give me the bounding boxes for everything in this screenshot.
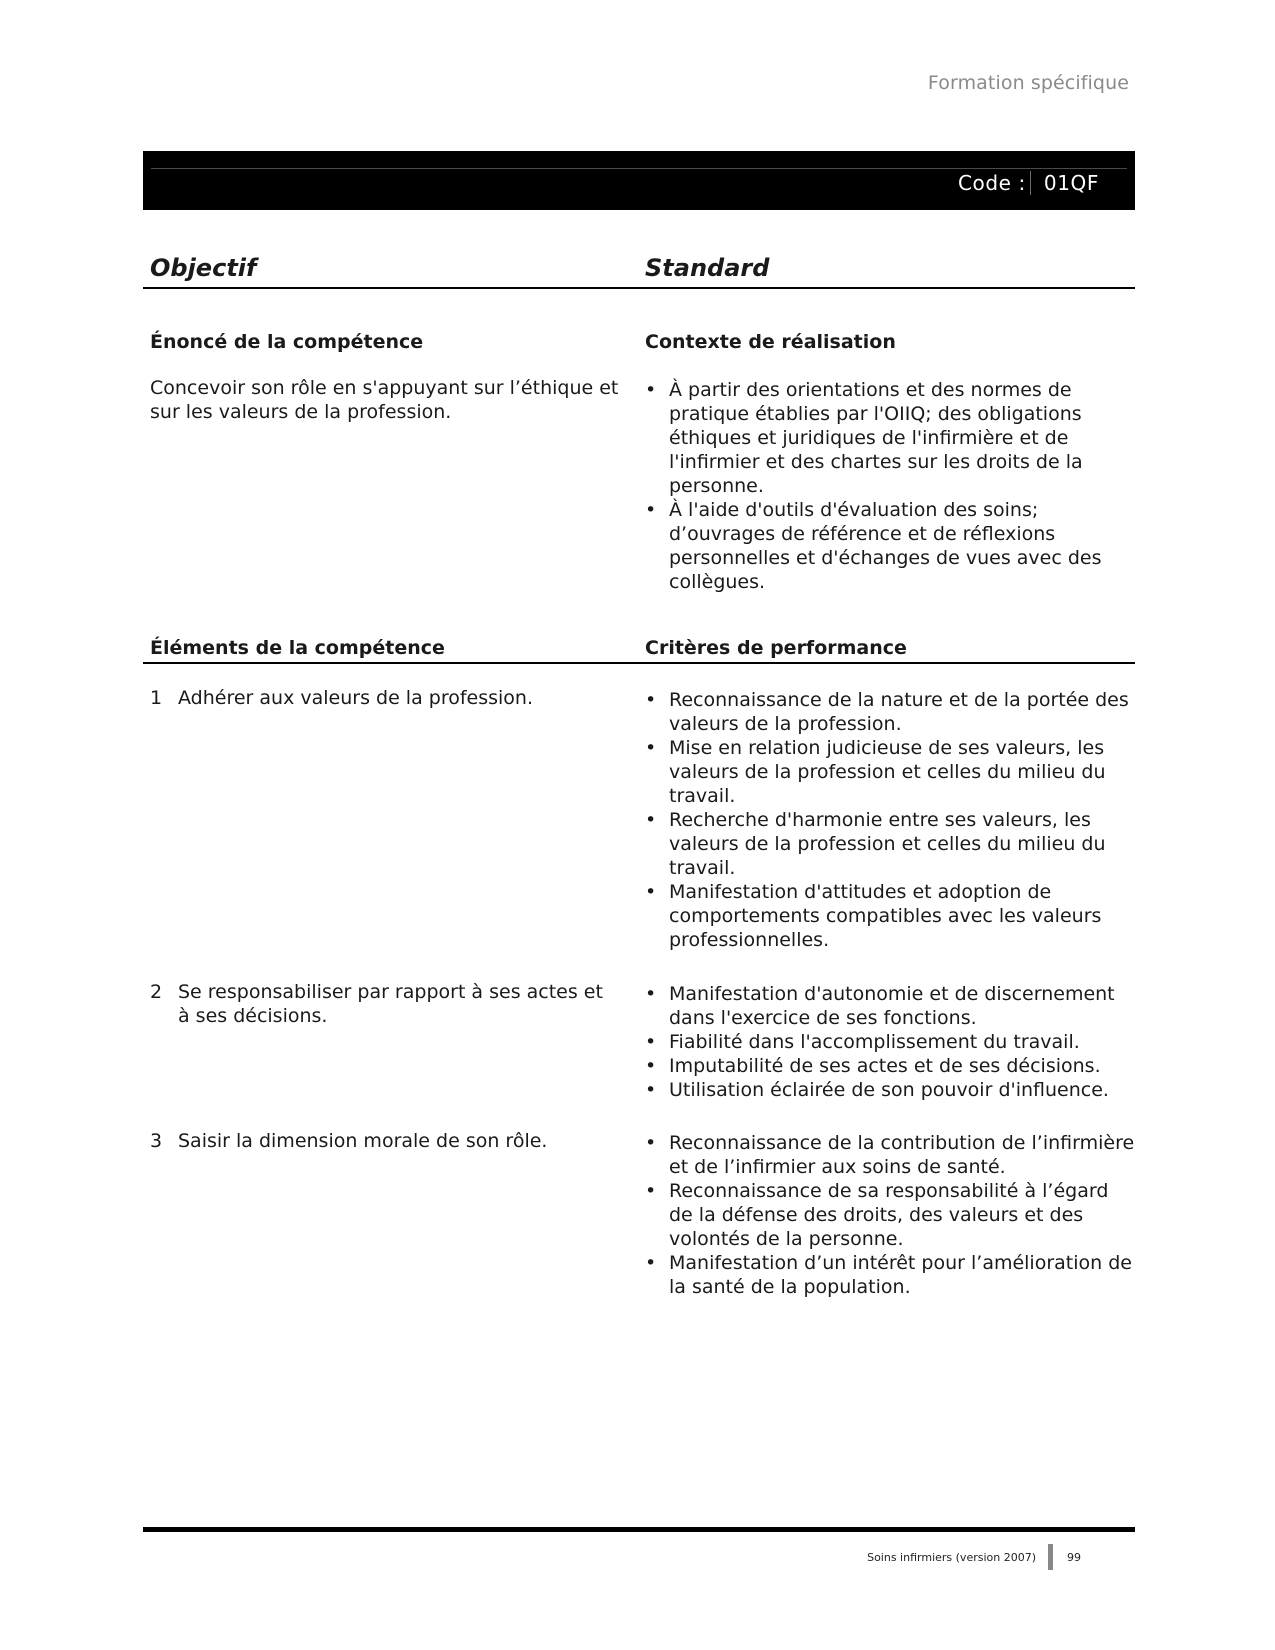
list-item: • Reconnaissance de sa responsabilité à l’égard de la défense des droits, des valeurs et des volontés de la personne. (645, 1179, 1135, 1251)
code-separator (1030, 171, 1031, 195)
criteres-title: Critères de performance (645, 637, 907, 659)
criteres-list-3 (645, 1131, 1135, 1299)
element-text: Saisir la dimension morale de son rôle. (178, 1130, 548, 1152)
code-label: Code : (957, 171, 1026, 195)
elements-title: Éléments de la compétence (150, 637, 445, 659)
criteres-list-1 (645, 688, 1135, 952)
list-item: • Recherche d'harmonie entre ses valeurs, les valeurs de la profession et celles du milieu du travail. (645, 808, 1135, 880)
enonce-text: Concevoir son rôle en s'appuyant sur l’éthique et sur les valeurs de la profession. (150, 377, 619, 423)
list-item: • Manifestation d’un intérêt pour l’amélioration de la santé de la population. (645, 1251, 1135, 1299)
heading-rule (143, 287, 1135, 289)
list-item: • Fiabilité dans l'accomplissement du travail. (645, 1030, 1135, 1054)
list-item: • Manifestation d'attitudes et adoption de comportements compatibles avec les valeurs professionnelles. (645, 880, 1135, 952)
course-code (958, 171, 1099, 195)
list-item: • À l'aide d'outils d'évaluation des soins; d’ouvrages de référence et de réflexions personnelles et d'échanges de vues avec des collègues. (645, 498, 1135, 594)
running-head: Formation spécifique (927, 72, 1129, 94)
section-rule (143, 662, 1135, 664)
element-text: Se responsabiliser par rapport à ses actes et à ses décisions. (178, 981, 603, 1027)
list-item: • Utilisation éclairée de son pouvoir d'influence. (645, 1078, 1135, 1102)
list-item: • Mise en relation judicieuse de ses valeurs, les valeurs de la profession et celles du milieu du travail. (645, 736, 1135, 808)
list-item: • À partir des orientations et des normes de pratique établies par l'OIIQ; des obligations éthiques et juridiques de l'infirmière et de l'infirmier et des chartes sur les droits de la personne. (645, 378, 1135, 498)
column-heading-objectif: Objectif (150, 254, 257, 282)
element-number: 3 (150, 1130, 163, 1152)
code-bar (143, 151, 1135, 210)
list-item: • Reconnaissance de la contribution de l’infirmière et de l’infirmier aux soins de santé. (645, 1131, 1135, 1179)
element-2 (150, 980, 620, 1028)
element-3 (150, 1129, 620, 1153)
page-footer (867, 1544, 1081, 1570)
list-item: • Manifestation d'autonomie et de discernement dans l'exercice de ses fonctions. (645, 982, 1135, 1030)
footer-program: Soins infirmiers (version 2007) (867, 1550, 1036, 1564)
list-item: • Imputabilité de ses actes et de ses décisions. (645, 1054, 1135, 1078)
code-bar-rule (151, 168, 1127, 169)
code-value: 01QF (1043, 171, 1099, 195)
enonce-title: Énoncé de la compétence (150, 331, 424, 353)
column-heading-standard: Standard (645, 254, 770, 282)
element-1 (150, 686, 620, 710)
footer-rule (143, 1527, 1135, 1532)
contexte-list (645, 378, 1135, 594)
page-number: 99 (1067, 1550, 1081, 1564)
element-number: 1 (150, 687, 163, 709)
criteres-list-2 (645, 982, 1135, 1102)
contexte-title: Contexte de réalisation (645, 331, 896, 353)
footer-separator (1048, 1544, 1053, 1570)
element-number: 2 (150, 981, 163, 1003)
element-text: Adhérer aux valeurs de la profession. (178, 687, 533, 709)
list-item: • Reconnaissance de la nature et de la portée des valeurs de la profession. (645, 688, 1135, 736)
